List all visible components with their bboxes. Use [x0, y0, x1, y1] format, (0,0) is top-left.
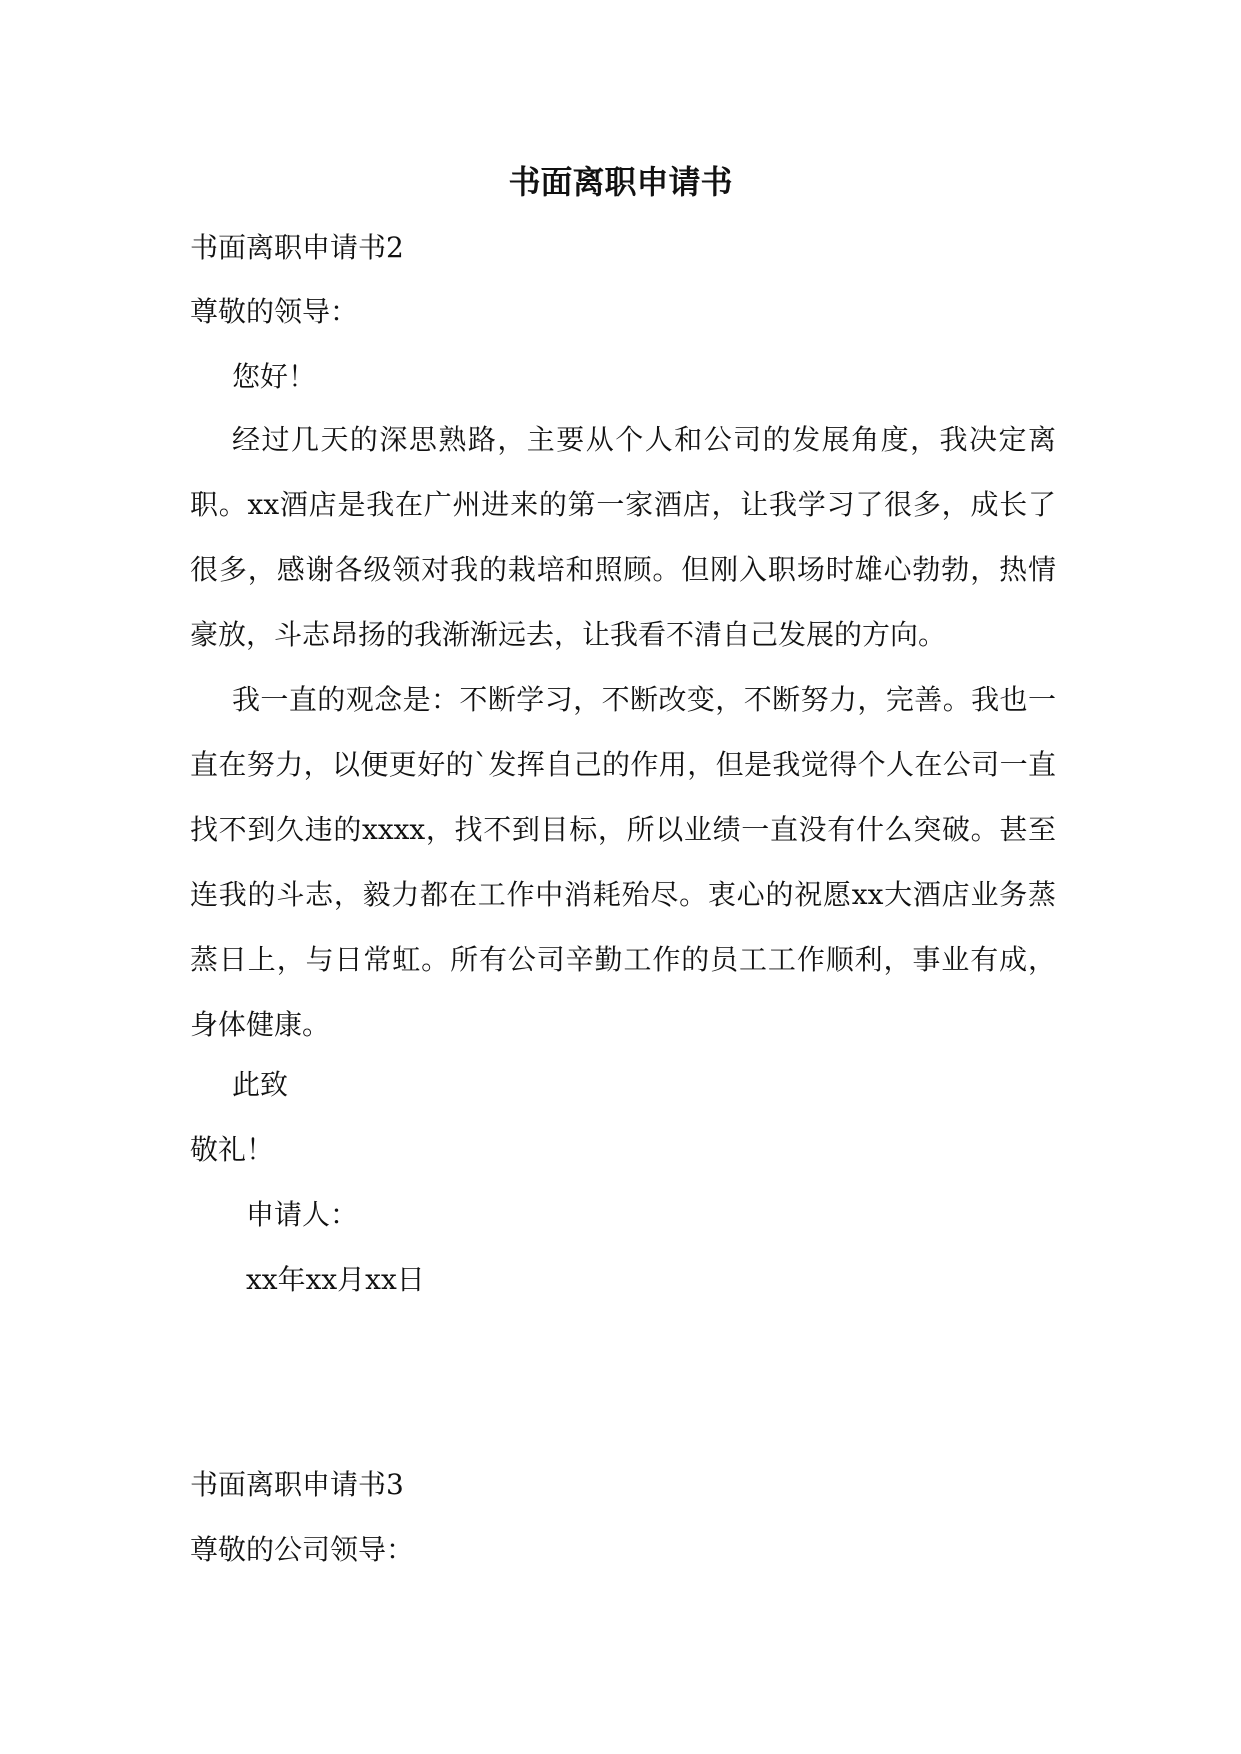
applicant-label: 申请人： — [246, 1198, 359, 1231]
section2-heading: 书面离职申请书2 — [190, 231, 404, 264]
closing-cizhi: 此致 — [232, 1068, 289, 1101]
section2-greeting: 您好！ — [232, 360, 317, 393]
section2-salutation: 尊敬的领导： — [190, 295, 359, 328]
document-title: 书面离职申请书 — [508, 163, 733, 201]
application-date: xx年xx月xx日 — [246, 1263, 425, 1296]
section2-paragraph-2: 我一直的观念是：不断学习，不断改变，不断努力，完善。我也一直在努力，以便更好的`发挥自己的作用，但是我觉得个人在公司一直找不到久违的xxxx，找不到目标，所以业绩一直没有什么突破。甚至连我的斗志，毅力都在工作中消耗殆尽。衷心的祝愿xx大酒店业务蒸蒸日上，与日常虹。所有公司辛勤工作的员工工作顺利，事业有成，身体健康。 — [190, 683, 1056, 1041]
closing-jingli: 敬礼！ — [190, 1133, 275, 1166]
section3-salutation: 尊敬的公司领导： — [190, 1533, 415, 1566]
section2-paragraph-1: 经过几天的深思熟路，主要从个人和公司的发展角度，我决定离职。xx酒店是我在广州进来的第一家酒店，让我学习了很多，成长了很多，感谢各级领对我的栽培和照顾。但刚入职场时雄心勃勃，热情豪放，斗志昂扬的我渐渐远去，让我看不清自己发展的方向。 — [190, 423, 1056, 651]
section3-heading: 书面离职申请书3 — [190, 1468, 404, 1501]
